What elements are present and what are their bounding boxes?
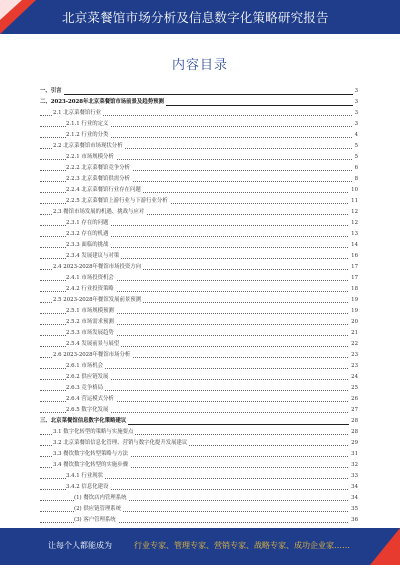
toc-entry[interactable]	[40, 306, 358, 317]
toc-entry-label: 2.3.1 存在的问题	[66, 218, 110, 229]
header-white-accent	[0, 0, 22, 20]
toc-entry[interactable]	[40, 174, 358, 185]
toc-entry[interactable]	[40, 207, 358, 218]
toc-entry[interactable]	[40, 416, 358, 427]
toc-entry[interactable]	[40, 427, 358, 438]
toc-entry[interactable]	[40, 449, 358, 460]
toc-entry[interactable]	[40, 119, 358, 130]
toc-entry[interactable]	[40, 108, 358, 119]
toc-entry[interactable]	[40, 460, 358, 471]
toc-entry-page: 5	[353, 152, 358, 163]
footer-red-accent	[370, 528, 400, 565]
toc-entry[interactable]	[40, 394, 358, 405]
toc-entry-page: 23	[349, 350, 358, 361]
toc-entry-label: 2.5.4 发展前景与展望	[66, 339, 121, 350]
toc-entry-label: 2.6.5 数字化发展	[66, 405, 110, 416]
page-header	[0, 0, 400, 34]
toc-entry-page: 32	[349, 460, 358, 471]
toc-entry-label: 2.5 2023-2028年餐馆发展前景预测	[53, 295, 143, 306]
toc-entry[interactable]	[40, 350, 358, 361]
toc-entry[interactable]	[40, 515, 358, 526]
toc-entry[interactable]	[40, 317, 358, 328]
toc-entry-label: (3) 客户管理系统	[74, 515, 118, 526]
toc-entry-label: 2.2.1 市场规模分析	[66, 152, 116, 163]
toc-entry-page: 16	[349, 251, 358, 262]
toc-heading: 内容目录	[171, 58, 228, 73]
toc-entry[interactable]	[40, 438, 358, 449]
toc-entry-label: 2.2.4 北京菜餐馆行业存在问题	[66, 185, 143, 196]
toc-entry-label: 2.2.2 北京菜餐馆竞争分析	[66, 163, 132, 174]
toc-entry-label: 2.5.2 市场需求预测	[66, 317, 116, 328]
toc-entry-label: 2.6.2 供应链发展	[66, 372, 110, 383]
toc-entry-label: 2.4 2023-2028年餐馆市场投资方向	[53, 262, 143, 273]
toc-entry-page: 23	[349, 361, 358, 372]
toc-entry-page: 35	[349, 504, 358, 515]
toc-entry-page: 26	[349, 394, 358, 405]
toc-entry-page: 18	[349, 284, 358, 295]
toc-entry-page: 25	[349, 383, 358, 394]
toc-entry[interactable]	[40, 383, 358, 394]
toc-entry-label: 2.3 餐馆市场发展的机遇、挑战与应对	[53, 207, 146, 218]
toc-entry-label: 2.2.5 北京菜餐馆上游行业与下游行业分析	[66, 196, 170, 207]
toc-entry[interactable]	[40, 361, 358, 372]
toc-entry[interactable]	[40, 185, 358, 196]
footer-slogan-left: 让每个人都能成为	[48, 541, 112, 550]
toc-entry-label: 3.4.2 信息化建设	[66, 482, 110, 493]
toc-entry-label: 2.3.2 存在的机遇	[66, 229, 110, 240]
toc-entry-page: 28	[349, 416, 358, 427]
toc-entry-page: 22	[349, 339, 358, 350]
toc-entry-label: 三、北京菜餐馆信息数字化策略建议	[40, 416, 128, 427]
toc-entry[interactable]	[40, 163, 358, 174]
toc-entry-page: 8	[353, 174, 358, 185]
toc-entry-label: 3.2 北京菜餐馆信息化管理、营销与数字化提升发展建议	[53, 438, 189, 449]
toc-entry-label: (2) 供应链管理系统	[74, 504, 123, 515]
toc-entry-label: 2.5.3 市场发展趋势	[66, 328, 116, 339]
toc-entry-page: 19	[349, 295, 358, 306]
toc-entry-label: 3.1 数字化转型的策略与实施要点	[53, 427, 135, 438]
toc-entry-page: 36	[349, 515, 358, 526]
toc-entry-page: 10	[349, 185, 358, 196]
toc-entry-page: 27	[349, 405, 358, 416]
toc-entry-page: 20	[349, 317, 358, 328]
toc-entry-label: 二、2023-2028年北京菜餐馆市场前景及趋势预测	[40, 97, 166, 108]
toc-entry[interactable]	[40, 471, 358, 482]
toc-entry-page: 4	[353, 130, 358, 141]
toc-entry[interactable]	[40, 504, 358, 515]
toc-entry-page: 12	[349, 207, 358, 218]
toc-entry[interactable]	[40, 130, 358, 141]
toc-entry-label: 2.6.4 营运模式分析	[66, 394, 116, 405]
toc-entry-page: 28	[349, 427, 358, 438]
footer-slogan-right: 行业专家、管理专家、营销专家、战略专家、成功企业家……	[134, 541, 350, 550]
toc-entry-page: 12	[349, 218, 358, 229]
toc-entry[interactable]	[40, 339, 358, 350]
toc-entry-label: 2.5.1 市场规模预测	[66, 306, 116, 317]
toc-entry-page: 17	[349, 262, 358, 273]
toc-entry-label: 3.4 餐饮数字化转型的实施步骤	[53, 460, 130, 471]
toc-entry[interactable]	[40, 295, 358, 306]
toc-entry[interactable]	[40, 218, 358, 229]
toc-entry[interactable]	[40, 240, 358, 251]
toc-entry-page: 3	[353, 119, 358, 130]
toc-entry-page: 31	[349, 449, 358, 460]
toc-entry-page: 14	[349, 240, 358, 251]
toc-entry-page: 3	[353, 86, 358, 97]
table-of-contents	[40, 86, 358, 526]
toc-entry[interactable]	[40, 141, 358, 152]
toc-entry-page: 5	[353, 141, 358, 152]
toc-entry-page: 19	[349, 306, 358, 317]
toc-entry-label: 2.6 2023-2028年餐馆市场分析	[53, 350, 132, 361]
toc-entry[interactable]	[40, 328, 358, 339]
toc-entry-page: 21	[349, 328, 358, 339]
toc-entry-page: 34	[349, 493, 358, 504]
toc-entry-label: 2.2.3 北京菜餐馆供需分析	[66, 174, 132, 185]
toc-entry-page: 6	[353, 163, 358, 174]
toc-entry[interactable]	[40, 262, 358, 273]
toc-entry-label: 3.4.1 行业现状	[66, 471, 105, 482]
toc-entry[interactable]	[40, 196, 358, 207]
toc-entry-label: 2.3.3 面临的挑战	[66, 240, 110, 251]
toc-entry[interactable]	[40, 229, 358, 240]
toc-entry-page: 11	[349, 196, 358, 207]
toc-entry[interactable]	[40, 284, 358, 295]
toc-entry-label: 2.4.1 市场投资机会	[66, 273, 116, 284]
toc-entry-label: 2.4.2 行业投资策略	[66, 284, 116, 295]
toc-entry-label: 2.6.3 竞争格局	[66, 383, 105, 394]
toc-entry-label: 2.2 北京菜餐馆市场现状分析	[53, 141, 125, 152]
toc-entry-page: 13	[349, 229, 358, 240]
toc-entry[interactable]	[40, 493, 358, 504]
toc-entry-label: 2.6.1 市场机会	[66, 361, 105, 372]
toc-entry-page: 29	[349, 438, 358, 449]
toc-entry[interactable]	[40, 152, 358, 163]
toc-entry-label: 一、引言	[40, 86, 64, 97]
toc-entry[interactable]	[40, 86, 358, 97]
toc-entry-page: 17	[349, 273, 358, 284]
toc-entry[interactable]	[40, 405, 358, 416]
toc-entry-page: 34	[349, 482, 358, 493]
toc-entry-label: 2.1 北京菜餐馆行业	[53, 108, 103, 119]
report-title: 北京菜餐馆市场分析及信息数字化策略研究报告	[62, 10, 329, 25]
page-footer	[0, 528, 400, 565]
toc-entry-label: (1) 餐饮店内管理系统	[74, 493, 128, 504]
toc-entry[interactable]	[40, 251, 358, 262]
toc-entry-label: 3.3 餐饮数字化转型策略与方法	[53, 449, 130, 460]
toc-entry[interactable]	[40, 97, 358, 108]
toc-entry-label: 2.1.2 行业的分类	[66, 130, 110, 141]
toc-entry[interactable]	[40, 273, 358, 284]
toc-entry-label: 2.1.1 行业的定义	[66, 119, 110, 130]
toc-entry-label: 2.3.4 发展建议与对策	[66, 251, 121, 262]
toc-entry[interactable]	[40, 372, 358, 383]
toc-entry-page: 3	[353, 97, 358, 108]
toc-entry[interactable]	[40, 482, 358, 493]
toc-entry-page: 3	[353, 108, 358, 119]
toc-entry-page: 33	[349, 471, 358, 482]
toc-entry-page: 24	[349, 372, 358, 383]
